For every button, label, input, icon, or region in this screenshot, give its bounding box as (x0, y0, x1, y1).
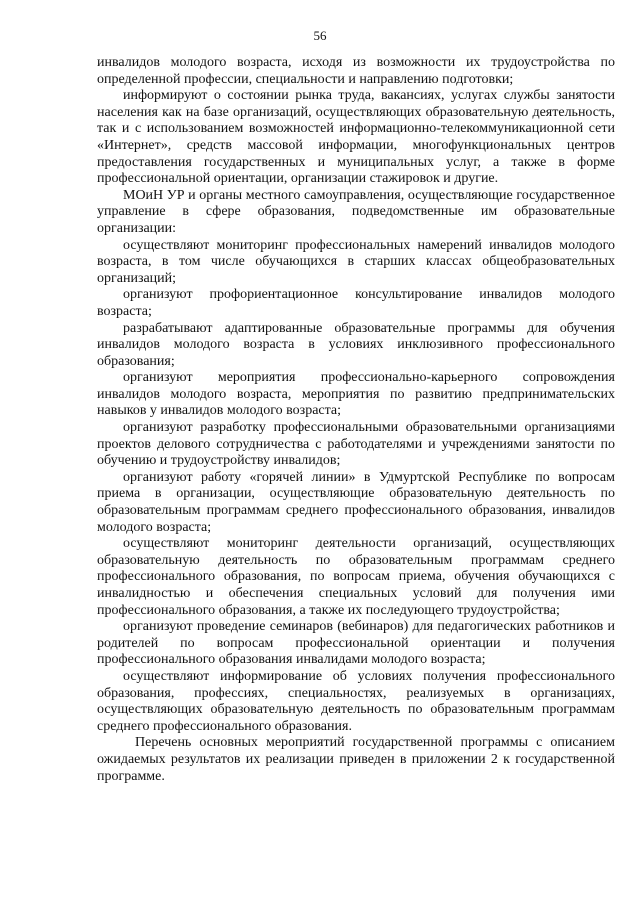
paragraph: разрабатывают адаптированные образовательные программы для обучения инвалидов молодого возраста в условиях инклюзивного профессионального образования; (97, 320, 615, 369)
paragraph: организуют разработку профессиональными образовательными организациями проектов делового сотрудничества с работодателями и учреждениями занятости по обучению и трудоустройству инвалидов; (97, 420, 615, 469)
paragraph: осуществляют мониторинг деятельности организаций, осуществляющих образовательную деятельность по образовательным программам среднего профессионального образования, по вопросам приема, обучения обучающихся с инвалидностью и обеспечения специальных условий для получения ими профессионального образования, а также их последующего трудоустройства; (97, 536, 615, 618)
paragraph: инвалидов молодого возраста, исходя из возможности их трудоустройства по определенной профессии, специальности и направлению подготовки; (97, 55, 615, 87)
paragraph: организуют проведение семинаров (вебинаров) для педагогических работников и родителей по вопросам профессиональной ориентации и получения профессионального образования инвалидами молодого возраста; (97, 619, 615, 668)
paragraph: осуществляют мониторинг профессиональных намерений инвалидов молодого возраста, в том числе обучающихся в старших классах общеобразовательных организаций; (97, 237, 615, 286)
paragraph: организуют работу «горячей линии» в Удмуртской Республике по вопросам приема в организации, осуществляющие образовательную деятельность по образовательным программам среднего профессионального образования, инвалидов молодого возраста; (97, 469, 615, 535)
page-number: 56 (313, 28, 327, 43)
paragraph: организуют профориентационное консультирование инвалидов молодого возраста; (97, 287, 615, 319)
paragraph: осуществляют информирование об условиях получения профессионального образования, профессиях, специальностях, реализуемых в организациях, осуществляющих образовательную деятельность по образовательным программам среднего профессионального образования. (97, 668, 615, 734)
paragraph: информируют о состоянии рынка труда, вакансиях, услугах службы занятости населения как на базе организаций, осуществляющих образовательную деятельность, так и с использованием возможностей информационно-телекоммуникационной сети «Интернет», средств массовой информации, многофункциональных центров предоставления государственных и муниципальных услуг, а также в форме профессиональной ориентации, организации стажировок и другие. (97, 88, 615, 187)
paragraph: Перечень основных мероприятий государственной программы с описанием ожидаемых результатов их реализации приведен в приложении 2 к государственной программе. (97, 735, 615, 784)
body-text (97, 55, 615, 785)
paragraph: организуют мероприятия профессионально-карьерного сопровождения инвалидов молодого возраста, мероприятия по развитию предпринимательских навыков у инвалидов молодого возраста; (97, 370, 615, 419)
paragraph: МОиН УР и органы местного самоуправления, осуществляющие государственное управление в сфере образования, подведомственные им образовательные организации: (97, 187, 615, 236)
